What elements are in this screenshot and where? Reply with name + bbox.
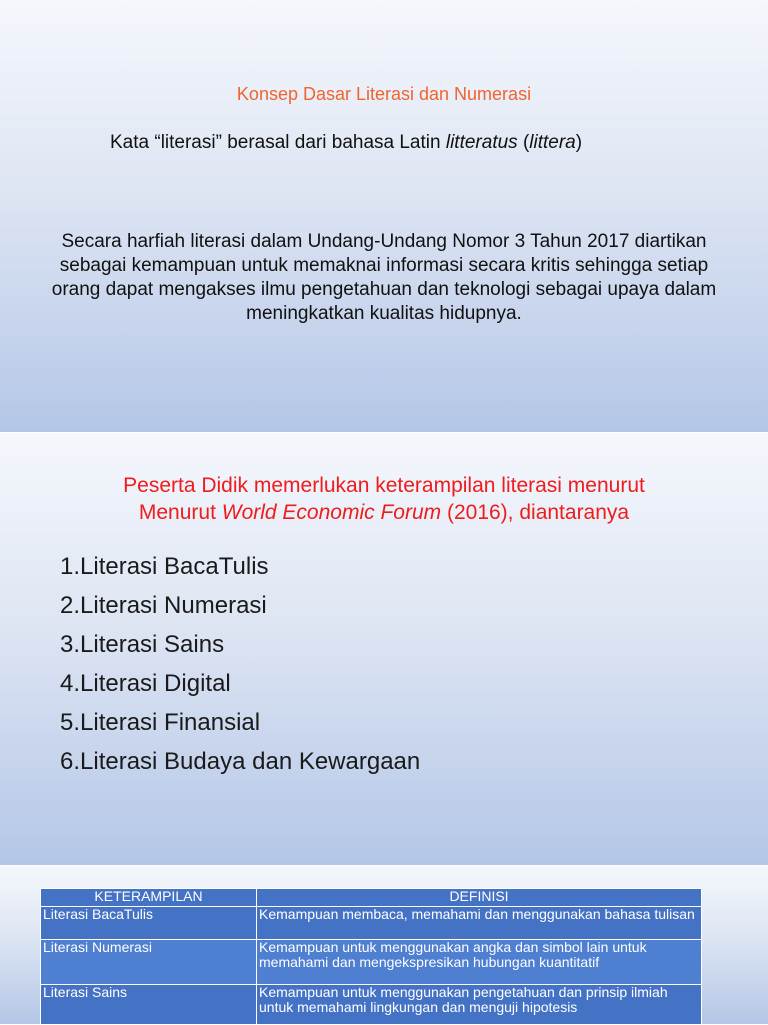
skill-cell: Literasi Sains: [41, 985, 257, 1025]
latin-term-littera: littera: [529, 132, 576, 153]
heading-line-1: Peserta Didik memerlukan keterampilan literasi menurut: [123, 474, 645, 497]
latin-term-litteratus: litteratus: [445, 132, 518, 153]
etymology-paren-close: ): [575, 132, 583, 153]
list-item: 4.Literasi Digital: [60, 670, 231, 697]
literacy-list: [60, 550, 660, 784]
list-item: 1.Literasi BacaTulis: [60, 553, 269, 580]
skill-cell: Literasi BacaTulis: [41, 907, 257, 940]
header-definisi: DEFINISI: [257, 889, 702, 907]
etymology-text: Kata “literasi” berasal dari bahasa Latin: [110, 132, 446, 153]
definition-cell: Kemampuan membaca, memahami dan menggunakan bahasa tulisan: [257, 907, 702, 940]
slide-title: Konsep Dasar Literasi dan Numerasi: [236, 84, 532, 104]
etymology-paren-open: (: [517, 132, 530, 153]
list-item: 2.Literasi Numerasi: [60, 592, 267, 619]
etymology-line: [110, 132, 710, 154]
skill-cell: Literasi Numerasi: [41, 940, 257, 985]
heading-line-2: [30, 499, 738, 526]
definition-cell: Kemampuan untuk menggunakan pengetahuan dan prinsip ilmiah untuk memahami lingkungan dan menguji hipotesis: [257, 985, 702, 1025]
list-item: 3.Literasi Sains: [60, 631, 225, 658]
table-row: [41, 985, 702, 1025]
heading-prefix: Menurut: [138, 501, 222, 524]
table-row: [41, 907, 702, 940]
list-item: 5.Literasi Finansial: [60, 709, 261, 736]
header-keterampilan: KETERAMPILAN: [41, 889, 257, 907]
heading-italic: World Economic Forum: [221, 501, 442, 524]
table-row: [41, 940, 702, 985]
table-header-row: [41, 889, 702, 907]
definition-cell: Kemampuan untuk menggunakan angka dan simbol lain untuk memahami dan mengekspresikan hubungan kuantitatif: [257, 940, 702, 985]
heading-suffix: (2016), diantaranya: [441, 501, 630, 524]
skills-table: [40, 888, 702, 1025]
definition-paragraph: Secara harfiah literasi dalam Undang-Undang Nomor 3 Tahun 2017 diartikan sebagai kemampuan untuk memaknai informasi secara kritis sehingga setiap orang dapat mengakses ilmu pengetahuan dan teknologi sebagai upaya dalam meningkatkan kualitas hidupnya.: [51, 231, 717, 324]
list-item: 6.Literasi Budaya dan Kewargaan: [60, 748, 421, 775]
slide-konsep-dasar: [0, 0, 768, 432]
slide-heading: [30, 472, 738, 526]
